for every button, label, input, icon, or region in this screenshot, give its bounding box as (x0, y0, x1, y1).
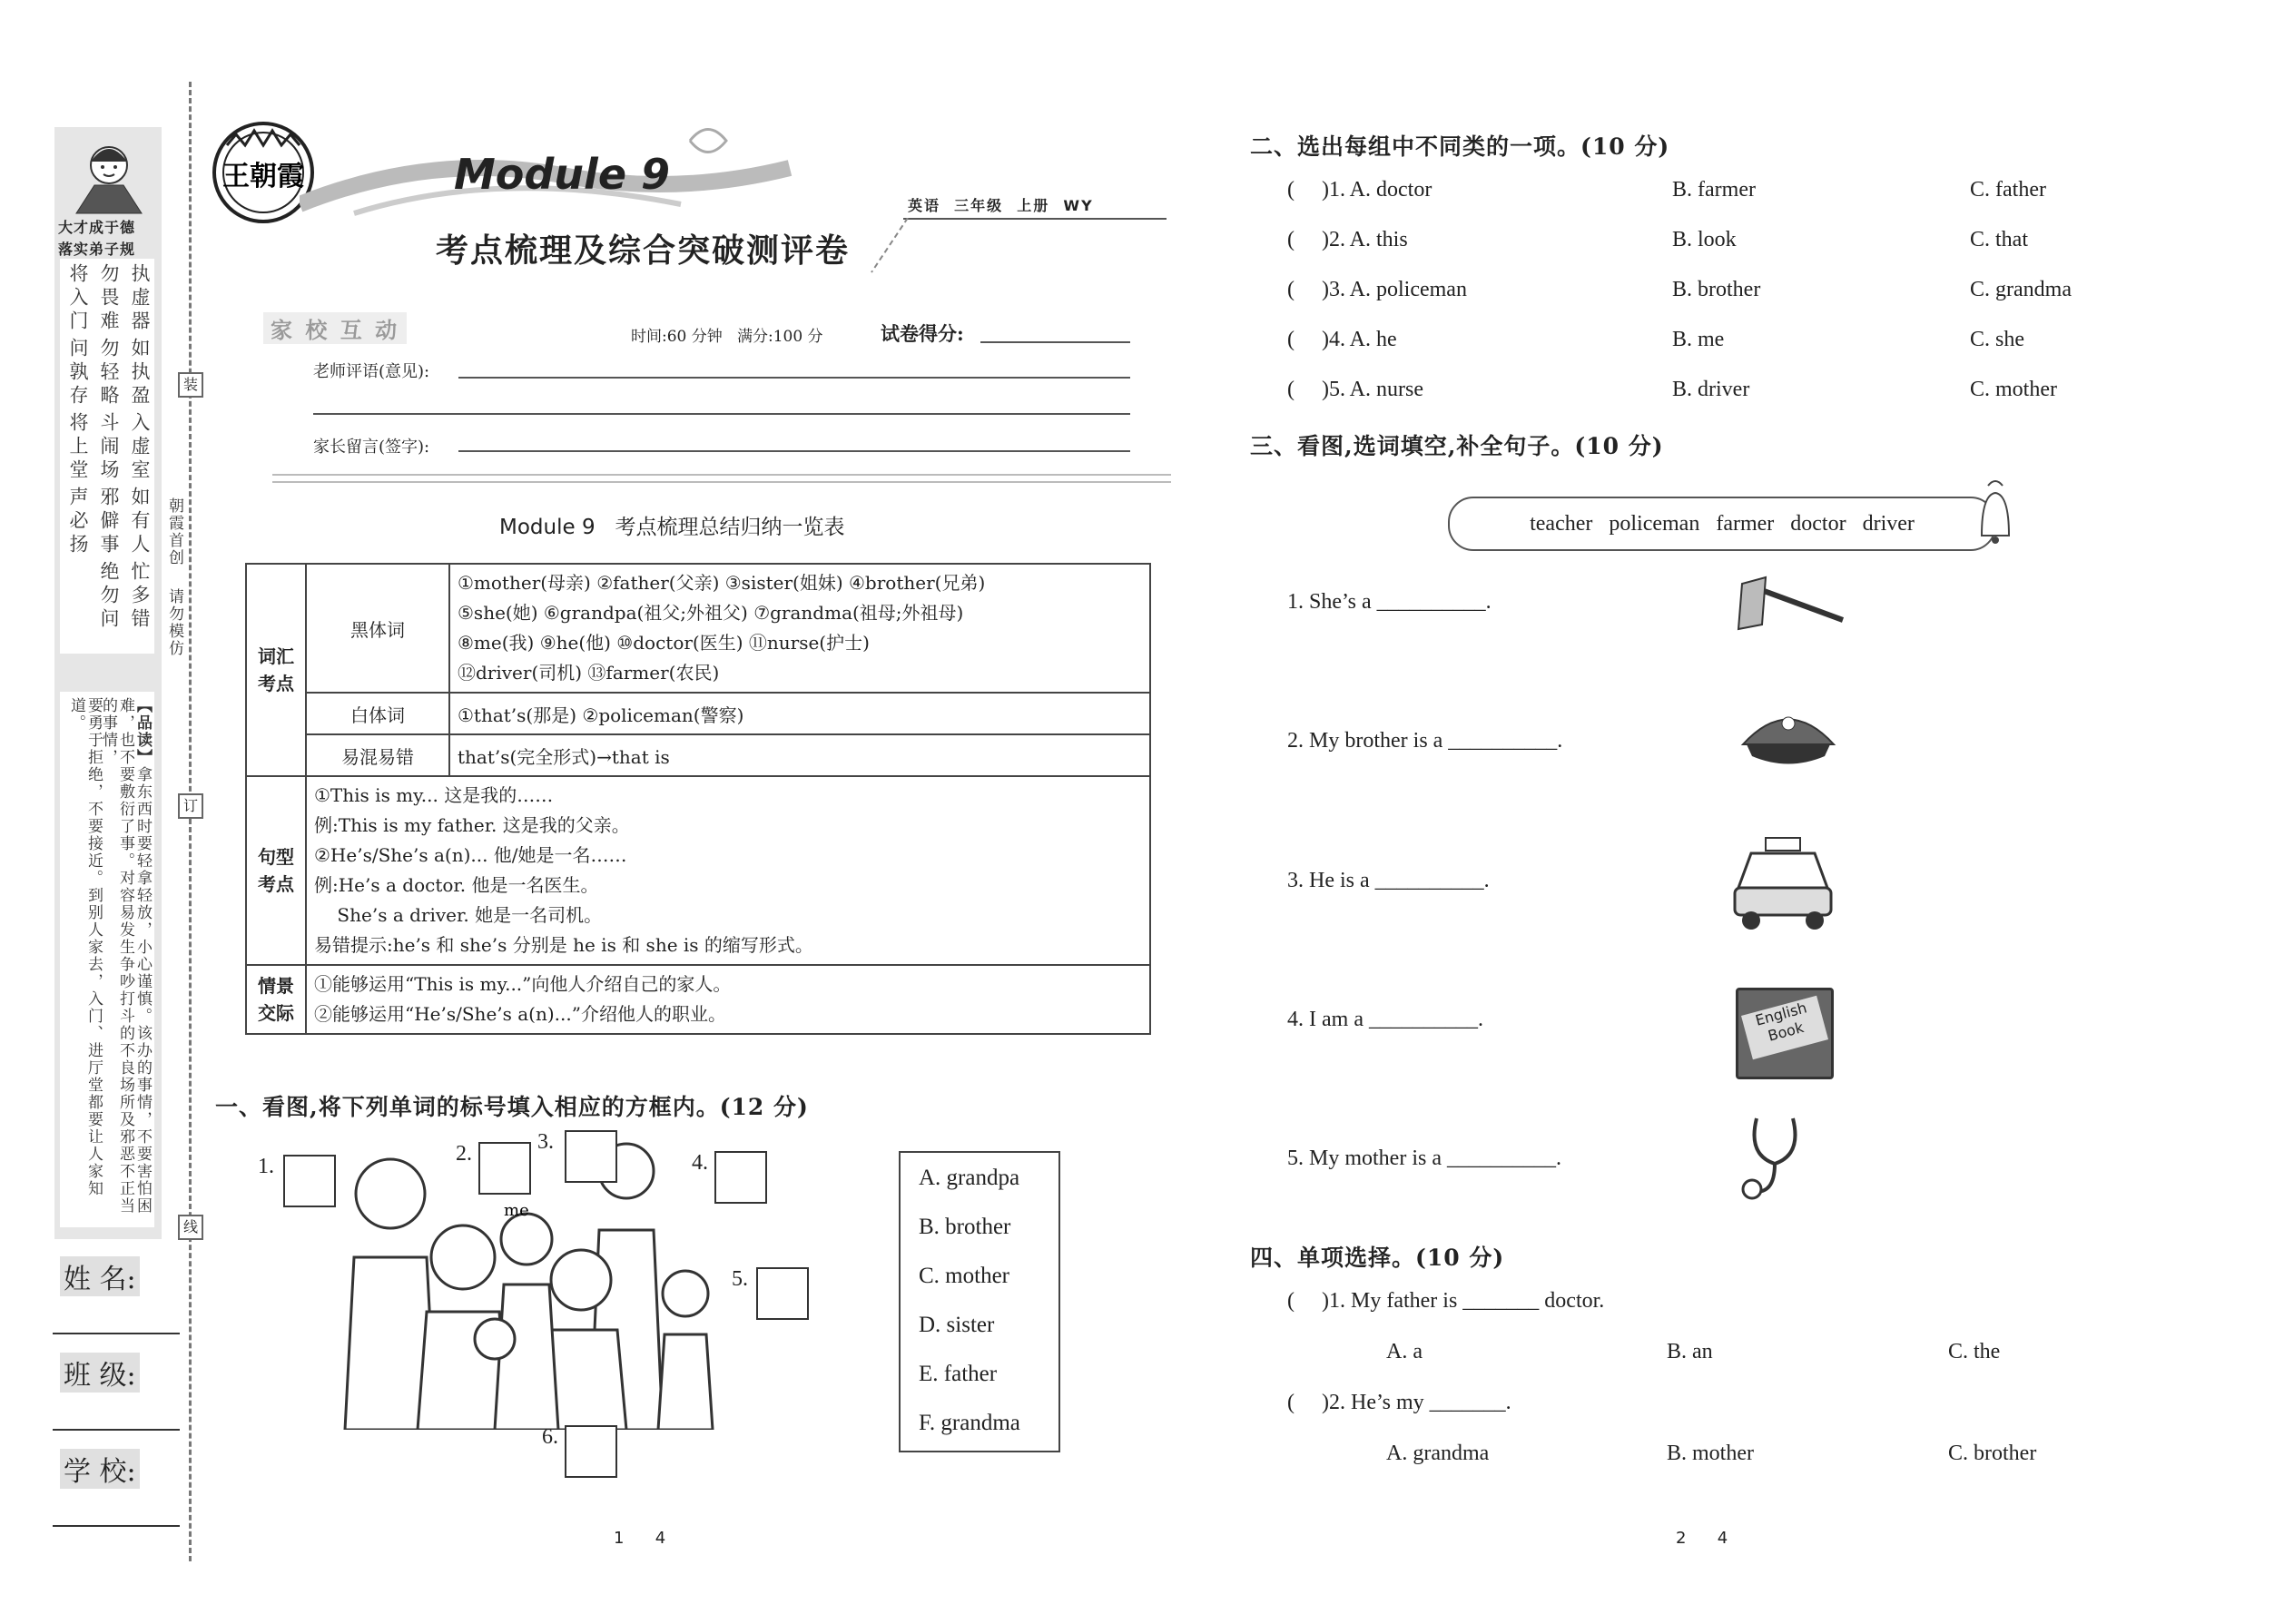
sentence-line: 易错提示:he’s 和 she’s 分别是 he is 和 she is 的缩写形式。 (314, 934, 813, 956)
rule-col: 忙多错 (129, 561, 151, 632)
taxi-icon (1729, 833, 1836, 933)
class-field[interactable] (53, 1429, 180, 1431)
scholar-figure-icon (67, 136, 151, 218)
part2-q4: ( )4. A. he (1287, 328, 1397, 351)
rule-col: 绝勿问 (98, 561, 120, 632)
subject-tag: 英语 三年级 上册 WY (908, 197, 1094, 214)
part1-heading: 一、看图,将下列单词的标号填入相应的方框内。(12 分) (215, 1094, 809, 1120)
part2-q4-b: B. me (1672, 328, 1725, 351)
bold-line: ⑧me(我) ⑨he(他) ⑩doctor(医生) ⑪nurse(护士) (458, 632, 870, 654)
bold-line: ⑤she(她) ⑥grandpa(祖父;外祖父) ⑦grandma(祖母;外祖母) (458, 602, 964, 624)
part3-sentence-4: 4. I am a __________. (1287, 1008, 1483, 1031)
part2-q3: ( )3. A. policeman (1287, 278, 1467, 301)
rule-col: 问孰存 (67, 338, 89, 408)
rule-col: 斗闹场 (98, 412, 120, 483)
part2-q5-b: B. driver (1672, 378, 1750, 401)
part4-heading: 四、单项选择。(10 分) (1250, 1245, 1505, 1271)
table-row (246, 734, 1150, 776)
part3-heading: 三、看图,选词填空,补全句子。(10 分) (1250, 433, 1664, 459)
confuse-cell: that’s(完全形式)→that is (449, 734, 1150, 776)
main-title: 考点梳理及综合突破测评卷 (436, 231, 851, 270)
part2-q4-c: C. she (1970, 328, 2024, 351)
scene-line: ②能够运用“He’s/She’s a(n)...”介绍他人的职业。 (314, 1003, 726, 1025)
part2-q2: ( )2. A. this (1287, 228, 1408, 251)
header-divider (272, 481, 1171, 483)
cut-mark: 装 (178, 372, 203, 398)
rule-col: 将上堂 (67, 412, 89, 483)
rule-col: 如执盈 (129, 338, 151, 408)
option-list (899, 1151, 1060, 1452)
table-row (246, 564, 1150, 693)
motto-line-1: 大才成于德 (58, 219, 136, 236)
part2-heading: 二、选出每组中不同类的一项。(10 分) (1250, 133, 1670, 160)
bell-icon (1968, 477, 2023, 549)
sidebar-panel (54, 127, 162, 1239)
picture-num: 6. (542, 1425, 558, 1449)
vocab-label: 词汇考点 (246, 564, 306, 776)
header-divider (272, 474, 1171, 476)
class-field-label: 班 级: (60, 1353, 140, 1393)
part2-q5-c: C. mother (1970, 378, 2057, 401)
part2-q1-b: B. farmer (1672, 178, 1756, 202)
me-label: me (504, 1201, 529, 1220)
page-number-right: 2 4 (1676, 1529, 1728, 1548)
police-cap-icon (1734, 704, 1841, 772)
part2-q2-b: B. look (1672, 228, 1737, 251)
rule-col: 勿轻略 (98, 338, 120, 408)
pindu-box (60, 692, 154, 1227)
option-item: E. father (919, 1362, 998, 1386)
bold-line: ⑫driver(司机) ⑬farmer(农民) (458, 662, 720, 684)
answer-box-5[interactable] (756, 1267, 809, 1320)
answer-box-1[interactable] (283, 1155, 336, 1207)
rule-col: 入虚室 (129, 412, 151, 483)
part2-q3-b: B. brother (1672, 278, 1761, 301)
family-picture (336, 1139, 735, 1430)
scene-line: ①能够运用“This is my...”向他人介绍自己的家人。 (314, 973, 732, 995)
stethoscope-icon (1738, 1109, 1820, 1205)
option-item: A. grandpa (919, 1166, 1020, 1190)
book-label: English Book (1741, 996, 1828, 1060)
option-item: F. grandma (919, 1411, 1020, 1435)
english-book-icon (1736, 988, 1834, 1079)
bold-label: 黑体词 (306, 564, 449, 693)
scene-label: 情景交际 (246, 965, 306, 1034)
option-item: C. mother (919, 1264, 1009, 1288)
hoe-icon (1729, 570, 1847, 634)
scene-cell (306, 965, 1150, 1034)
word-bank: teacher policeman farmer doctor driver (1448, 497, 1996, 551)
rule-col: 邪僻事 (98, 487, 120, 557)
part4-q2: ( )2. He’s my _______. (1287, 1391, 1511, 1414)
part2-q3-c: C. grandma (1970, 278, 2072, 301)
table-row (246, 965, 1150, 1034)
part4-q2-b: B. mother (1667, 1442, 1754, 1465)
rule-col: 将入门 (67, 263, 89, 334)
part4-q1-a: A. a (1386, 1340, 1423, 1363)
option-item: B. brother (919, 1215, 1011, 1239)
picture-num: 5. (732, 1267, 748, 1291)
cut-mark: 订 (178, 793, 203, 819)
sentence-label: 句型考点 (246, 776, 306, 965)
part2-q1: ( )1. A. doctor (1287, 178, 1433, 202)
part4-q1-c: C. the (1948, 1340, 2001, 1363)
part4-q1-b: B. an (1667, 1340, 1713, 1363)
part4-q2-c: C. brother (1948, 1442, 2037, 1465)
home-school-label: 家 校 互 动 (263, 312, 407, 344)
summary-title: Module 9 考点梳理总结归纳一览表 (499, 516, 845, 539)
module-title: Module 9 (454, 150, 671, 199)
table-row (246, 693, 1150, 734)
pindu-text-2: 要勇于拒绝，不要接近。到别人家去，入门、进厅堂都要让人家知道。 (67, 697, 103, 1197)
table-row (246, 776, 1150, 965)
part4-q1: ( )1. My father is _______ doctor. (1287, 1289, 1605, 1313)
part3-sentence-2: 2. My brother is a __________. (1287, 729, 1563, 753)
part3-sentence-5: 5. My mother is a __________. (1287, 1147, 1561, 1170)
cut-mark: 线 (178, 1215, 203, 1240)
school-field[interactable] (53, 1525, 180, 1527)
score-label: 试卷得分: (881, 322, 964, 345)
teacher-comment-label: 老师评语(意见): (313, 362, 430, 381)
rule-col: 执虚器 (129, 263, 151, 334)
pindu-text-1: 【品读】拿东西时要轻拿轻放，小心谨慎。该办的事情，不要害怕困难，也不要敷衍了事。对容易发生争吵打斗的不良场所及邪恶不正当的事情， (99, 697, 152, 1215)
sentence-cell (306, 776, 1150, 965)
rule-col: 勿畏难 (98, 263, 120, 334)
rule-col: 如有人 (129, 487, 151, 557)
picture-num: 1. (258, 1155, 274, 1178)
answer-box-4[interactable] (714, 1151, 767, 1204)
picture-num: 3. (537, 1130, 554, 1154)
school-field-label: 学 校: (60, 1449, 140, 1489)
picture-num: 2. (456, 1142, 472, 1166)
picture-num: 4. (692, 1151, 708, 1175)
tag-underline (903, 218, 1167, 220)
cut-line (189, 82, 192, 1561)
summary-table (245, 563, 1151, 1035)
sentence-line: She’s a driver. 她是一名司机。 (314, 904, 603, 926)
parent-comment-label: 家长留言(签字): (313, 438, 430, 457)
page-number-left: 1 4 (614, 1529, 666, 1548)
teacher-comment-line[interactable] (313, 413, 1130, 415)
rule-col: 声必扬 (67, 487, 89, 557)
bold-words-cell (449, 564, 1150, 693)
score-field[interactable] (980, 341, 1130, 343)
part2-q1-c: C. father (1970, 178, 2046, 202)
part3-sentence-1: 1. She’s a __________. (1287, 590, 1492, 614)
answer-box-2[interactable] (478, 1142, 531, 1195)
part2-q2-c: C. that (1970, 228, 2028, 251)
confuse-label: 易混易错 (306, 734, 449, 776)
answer-box-3[interactable] (565, 1130, 617, 1183)
time-info: 时间:60 分钟 满分:100 分 (631, 328, 823, 346)
parent-comment-field[interactable] (458, 450, 1130, 452)
part3-sentence-3: 3. He is a __________. (1287, 869, 1490, 892)
sentence-line: 例:This is my father. 这是我的父亲。 (314, 814, 630, 836)
sentence-line: ①This is my... 这是我的…… (314, 784, 554, 806)
sentence-line: ②He’s/She’s a(n)... 他/她是一名…… (314, 844, 627, 866)
dashed-connector (862, 218, 917, 281)
white-words-cell: ①that’s(那是) ②policeman(警察) (449, 693, 1150, 734)
name-field[interactable] (53, 1333, 180, 1334)
sentence-line: 例:He’s a doctor. 他是一名医生。 (314, 874, 599, 896)
bold-line: ①mother(母亲) ②father(父亲) ③sister(姐妹) ④brother(兄弟) (458, 572, 986, 594)
logo-text: 王朝霞 (222, 161, 304, 192)
brand-note: 朝霞首创 (165, 497, 183, 566)
part4-q2-a: A. grandma (1386, 1442, 1490, 1465)
name-field-label: 姓 名: (60, 1256, 140, 1296)
answer-box-6[interactable] (565, 1425, 617, 1478)
part2-q5: ( )5. A. nurse (1287, 378, 1423, 401)
white-label: 白体词 (306, 693, 449, 734)
motto-line-2: 落实弟子规 (58, 241, 136, 258)
option-item: D. sister (919, 1313, 995, 1337)
brand-note: 请勿模仿 (165, 588, 183, 657)
teacher-comment-field[interactable] (458, 377, 1130, 379)
